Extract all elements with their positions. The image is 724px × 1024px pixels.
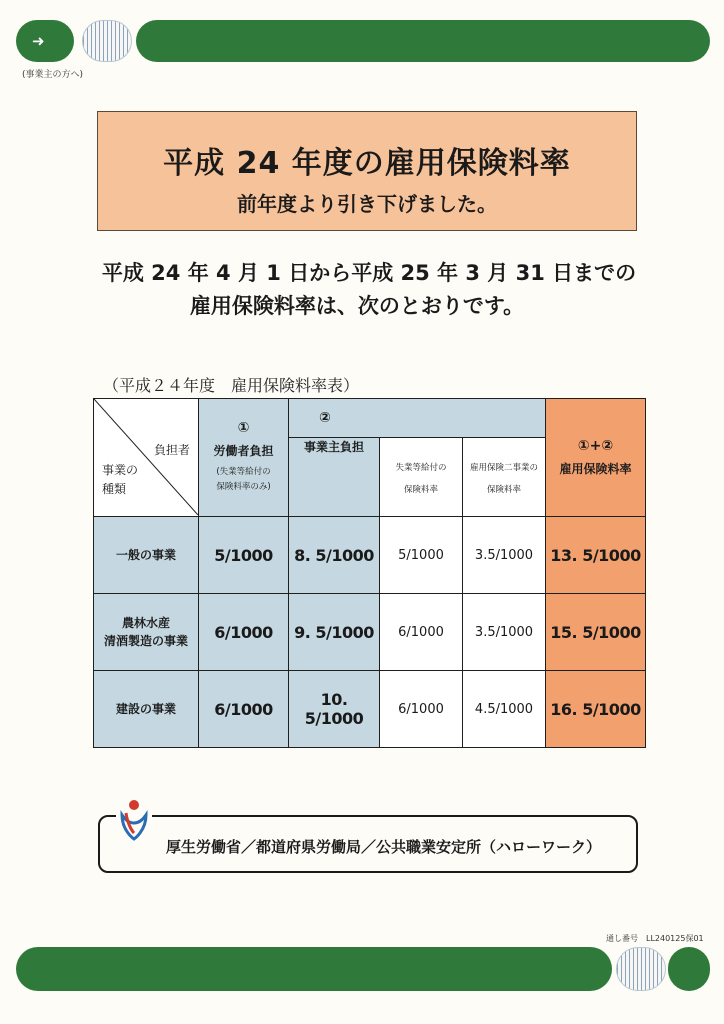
cell-employer: 9. 5/1000 (289, 594, 380, 671)
header-employer (289, 399, 546, 438)
rate-table (93, 398, 646, 748)
header-employer-label-cell (289, 438, 380, 517)
table-corner-cell (94, 399, 199, 517)
cell-total: 15. 5/1000 (546, 594, 646, 671)
intro-line-2: 雇用保険料率は、次のとおりです。 (189, 294, 525, 318)
header-employer-num: ② (319, 410, 331, 426)
cell-worker: 6/1000 (199, 594, 289, 671)
cell-employer: 10. 5/1000 (289, 671, 380, 748)
cell-unemployment: 6/1000 (380, 671, 463, 748)
header-unemployment (380, 438, 463, 517)
cell-unemployment: 6/1000 (380, 594, 463, 671)
title-box (97, 111, 637, 231)
row-label (94, 594, 199, 671)
header-worker-note-2: 保険料率のみ) (216, 482, 271, 492)
row-label-line2: 清酒製造の事業 (103, 634, 188, 648)
table-row (94, 517, 646, 594)
top-band (16, 20, 710, 62)
header-total (546, 399, 646, 517)
page-subtitle: 前年度より引き下げました。 (237, 192, 497, 216)
header-worker-note-1: (失業等給付の (216, 467, 271, 477)
corner-label-business (102, 461, 138, 499)
table-row (94, 671, 646, 748)
row-label-line1: 建設の事業 (115, 702, 176, 716)
header-total-num: ①+② (577, 438, 614, 454)
header-two-projects-1: 雇用保険二事業の (469, 463, 538, 473)
header-note: (事業主の方へ) (22, 70, 84, 80)
cell-employer: 8. 5/1000 (289, 517, 380, 594)
cell-two-projects: 3.5/1000 (463, 594, 546, 671)
ministry-logo-icon (116, 797, 152, 843)
top-band-stripes (82, 20, 132, 62)
cell-worker: 6/1000 (199, 671, 289, 748)
top-band-left (16, 20, 74, 62)
row-label (94, 517, 199, 594)
arrow-right-icon: ➜ (32, 32, 45, 50)
intro-line-1: 平成 24 年 4 月 1 日から平成 25 年 3 月 31 日までの (101, 261, 637, 285)
header-worker-num: ① (237, 420, 250, 436)
corner-label-business-line2: 種類 (102, 482, 127, 496)
cell-worker: 5/1000 (199, 517, 289, 594)
corner-label-business-line1: 事業の (102, 463, 139, 477)
corner-label-burden: 負担者 (153, 443, 190, 457)
header-worker-note (199, 465, 288, 495)
table-row (94, 594, 646, 671)
cell-total: 13. 5/1000 (546, 517, 646, 594)
top-band-main (136, 20, 710, 62)
row-label-line1: 一般の事業 (115, 548, 176, 562)
header-unemployment-2: 保険料率 (403, 485, 438, 495)
header-two-projects-2: 保険料率 (486, 485, 521, 495)
bottom-band-main (16, 947, 612, 991)
row-label-line1: 農林水産 (121, 616, 170, 630)
cell-unemployment: 5/1000 (380, 517, 463, 594)
header-two-projects (463, 438, 546, 517)
header-unemployment-1: 失業等給付の (395, 463, 447, 473)
bottom-band-right (668, 947, 710, 991)
row-label (94, 671, 199, 748)
header-total-label: 雇用保険料率 (559, 462, 632, 476)
header-worker-label: 労働者負担 (213, 444, 274, 458)
intro-text (0, 257, 724, 323)
header-employer-label: 事業主負担 (303, 440, 364, 454)
cell-total: 16. 5/1000 (546, 671, 646, 748)
bottom-band (16, 947, 710, 991)
header-worker (199, 399, 289, 517)
cell-two-projects: 3.5/1000 (463, 517, 546, 594)
bottom-band-stripes (616, 947, 666, 991)
table-caption: （平成２４年度 雇用保険料率表） (103, 376, 360, 395)
cell-two-projects: 4.5/1000 (463, 671, 546, 748)
page-title: 平成 24 年度の雇用保険料率 (163, 146, 571, 181)
document-number: 通し番号 LL240125保01 (606, 934, 704, 943)
ministry-name: 厚生労働省／都道府県労働局／公共職業安定所（ハローワーク） (166, 838, 602, 856)
ministry-box (98, 815, 638, 873)
